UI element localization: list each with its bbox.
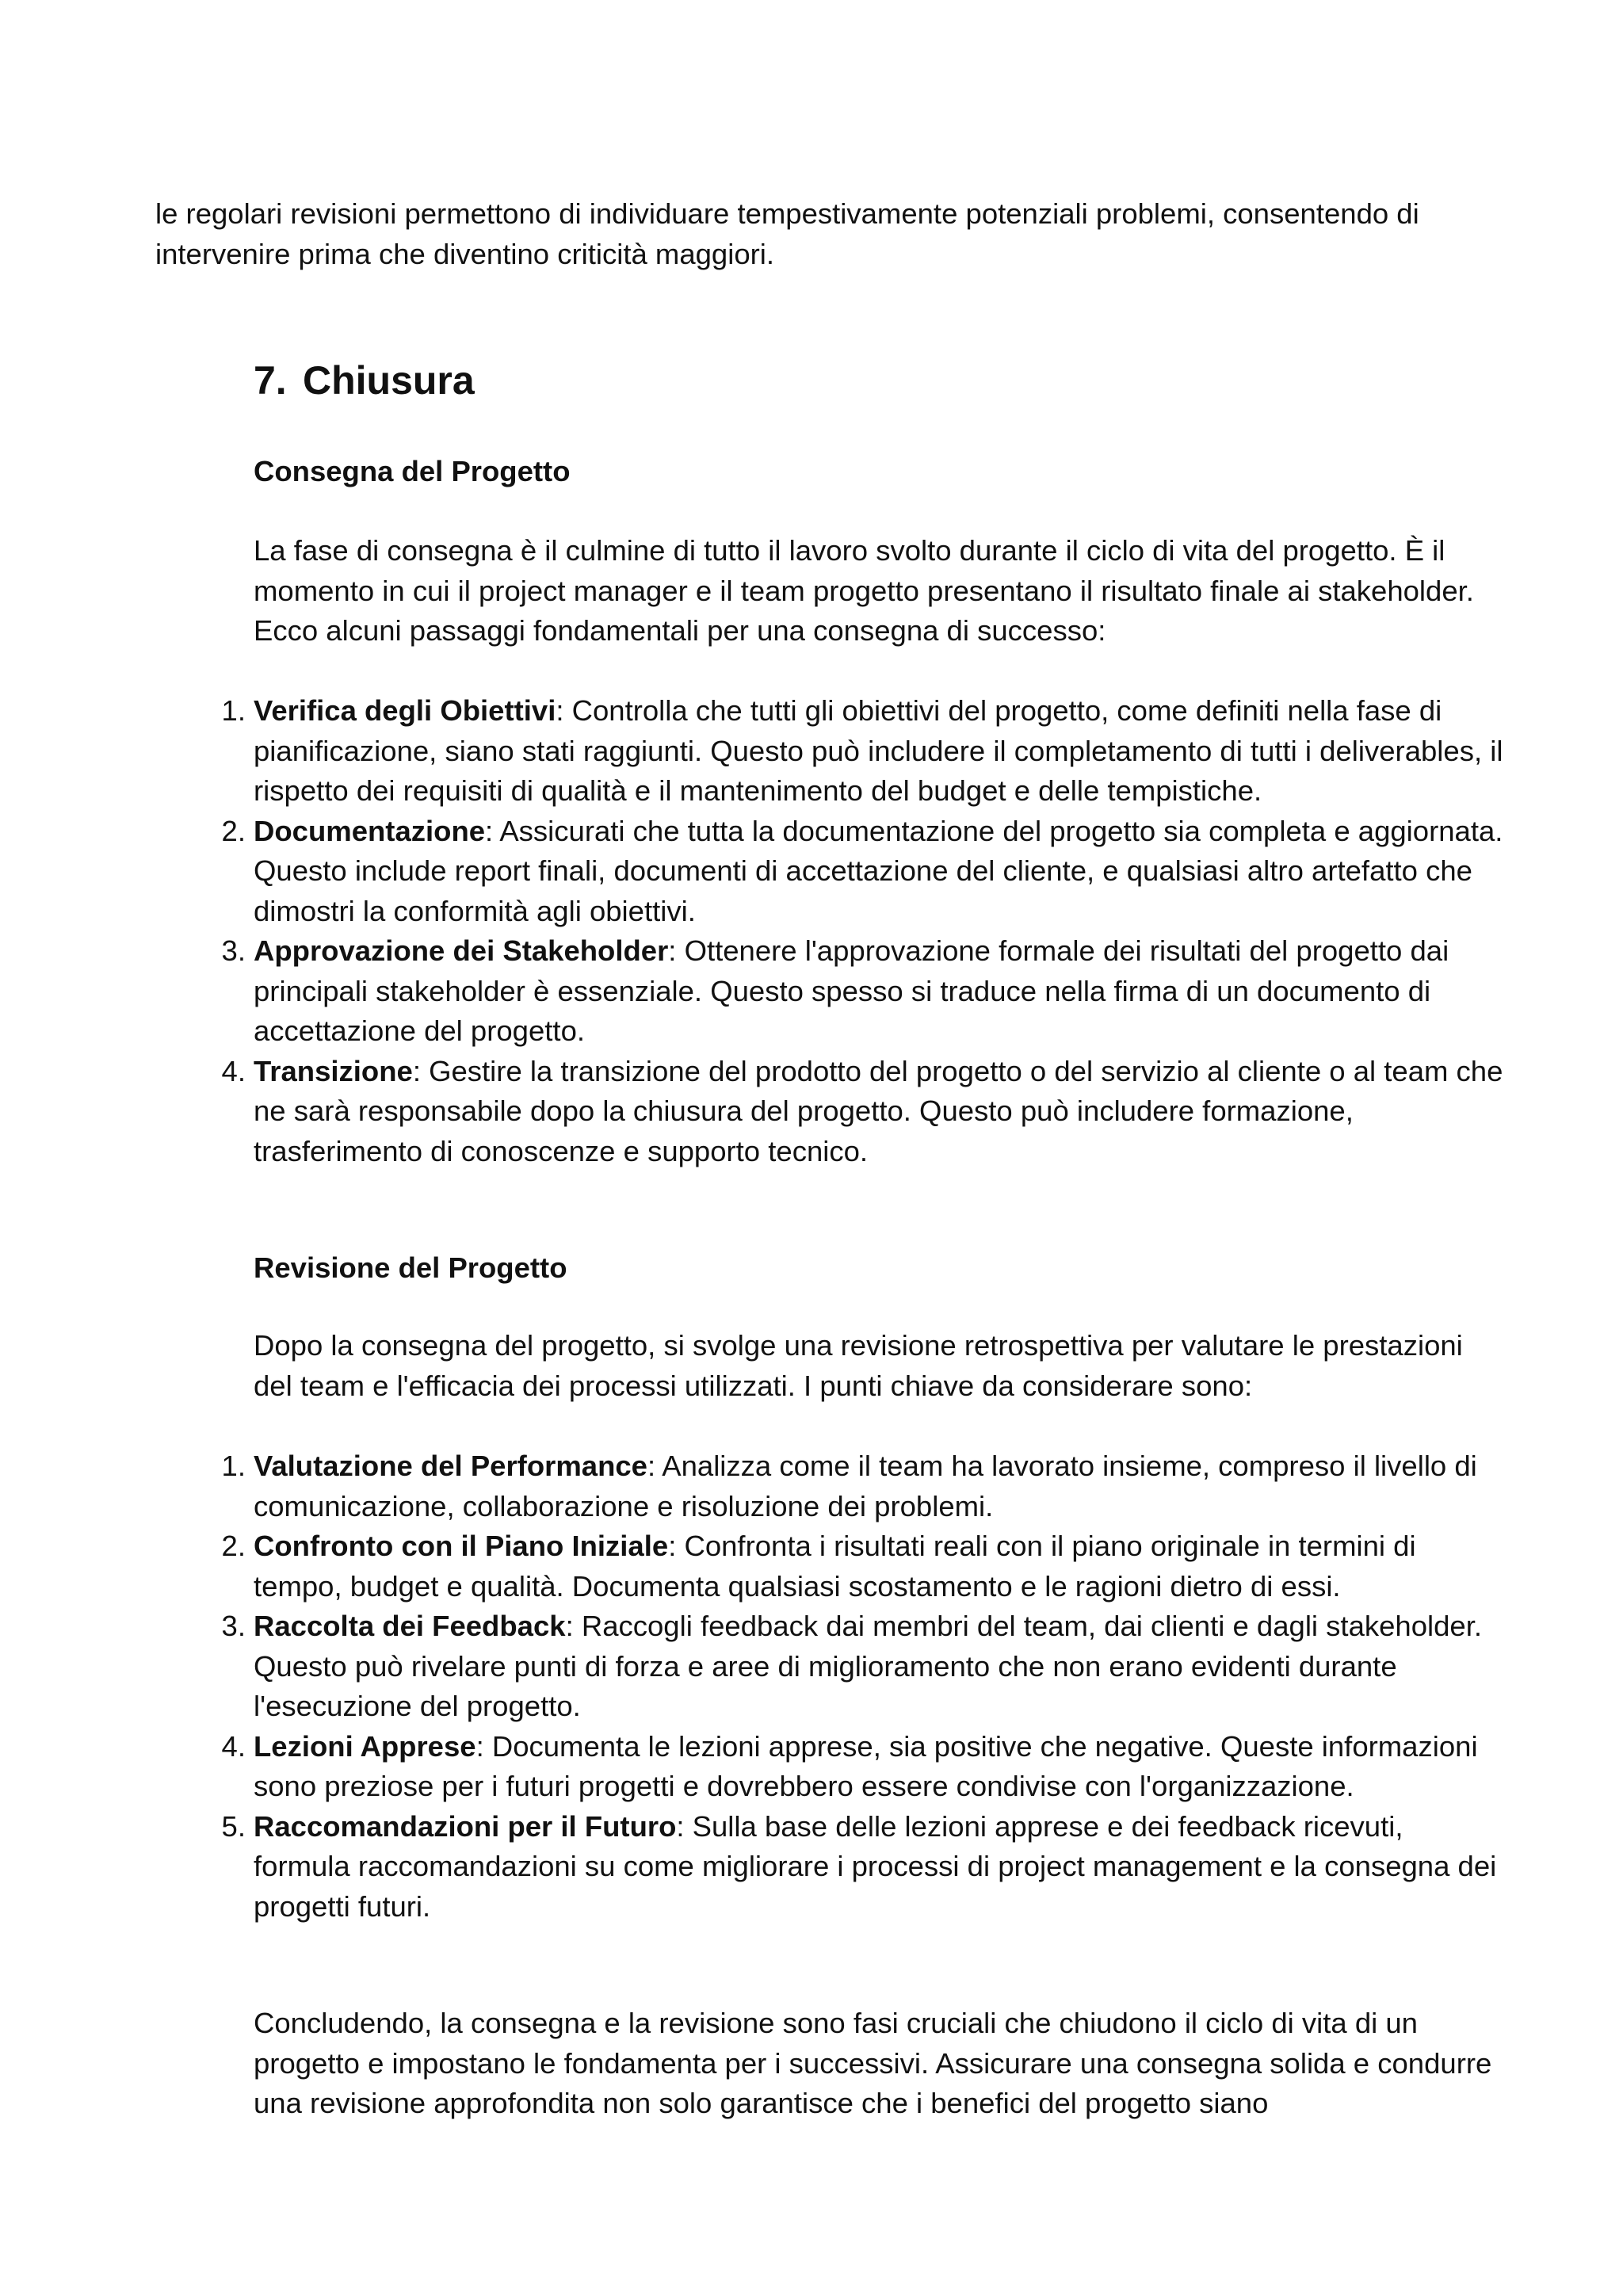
list-marker: 4. xyxy=(221,1054,246,1087)
list-item xyxy=(221,1807,1506,1927)
list-item xyxy=(221,1052,1506,1172)
list-text: : Documenta le lezioni apprese, sia positive che negative. Queste informazioni sono preziose per i futuri progetti e dovrebbero essere condivise con l'organizzazione. xyxy=(254,1729,1478,1802)
list-term: Confronto con il Piano Iniziale xyxy=(254,1530,669,1562)
intro-paragraph: le regolari revisioni permettono di individuare tempestivamente potenziali problemi, consentendo di intervenire prima che diventino criticità maggiori. xyxy=(155,197,1419,270)
list-term: Documentazione xyxy=(254,814,486,847)
section-heading xyxy=(254,355,475,406)
list-item xyxy=(221,812,1506,932)
list-marker: 1. xyxy=(221,694,246,727)
list-marker: 2. xyxy=(221,814,246,847)
list-text: : Raccogli feedback dai membri del team, dai clienti e dagli stakeholder. Questo può rivelare punti di forza e aree di miglioramento che non erano evidenti durante l'esecuzione del progetto. xyxy=(254,1610,1483,1722)
list-marker: 4. xyxy=(221,1729,246,1763)
revisione-heading: Revisione del Progetto xyxy=(254,1251,567,1284)
section-number: 7. xyxy=(254,358,287,403)
list-item xyxy=(221,1606,1506,1727)
list-term: Approvazione dei Stakeholder xyxy=(254,934,669,967)
list-marker: 3. xyxy=(221,934,246,967)
list-marker: 1. xyxy=(221,1450,246,1482)
list-item xyxy=(221,1446,1506,1526)
consegna-heading: Consegna del Progetto xyxy=(254,455,571,487)
consegna-list xyxy=(221,691,1506,1171)
list-text: : Sulla base delle lezioni apprese e dei feedback ricevuti, formula raccomandazioni su come migliorare i processi di project management e la consegna dei progetti futuri. xyxy=(254,1809,1497,1923)
list-text: : Assicurati che tutta la documentazione del progetto sia completa e aggiornata. Questo include report finali, documenti di accettazione del cliente, e qualsiasi altro artefatto che dimostri la conformità agli obiettivi. xyxy=(254,814,1503,927)
list-term: Valutazione del Performance xyxy=(254,1450,647,1482)
list-item xyxy=(221,691,1506,812)
list-marker: 5. xyxy=(221,1809,246,1843)
list-text: : Controlla che tutti gli obiettivi del progetto, come definiti nella fase di pianificazione, siano stati raggiunti. Questo può includere il completamento di tutti i deliverables, il rispetto dei requisiti di qualità e il mantenimento del budget e delle tempistiche. xyxy=(254,694,1503,807)
list-term: Raccomandazioni per il Futuro xyxy=(254,1809,677,1843)
list-marker: 2. xyxy=(221,1530,246,1562)
list-text: : Confronta i risultati reali con il piano originale in termini di tempo, budget e qualità. Documenta qualsiasi scostamento e le ragioni dietro di essi. xyxy=(254,1530,1416,1603)
section-title: Chiusura xyxy=(303,358,475,403)
revisione-list xyxy=(221,1446,1506,1927)
list-item xyxy=(221,1526,1506,1606)
conclusion-paragraph: Concludendo, la consegna e la revisione sono fasi cruciali che chiudono il ciclo di vita di un progetto e impostano le fondamenta per i successivi. Assicurare una consegna solida e condurre una revisione approfondita non solo garantisce che i benefici del progetto siano xyxy=(254,2007,1492,2119)
consegna-intro: La fase di consegna è il culmine di tutto il lavoro svolto durante il ciclo di vita del progetto. È il momento in cui il project manager e il team progetto presentano il risultato finale ai stakeholder. Ecco alcuni passaggi fondamentali per una consegna di successo: xyxy=(254,534,1474,647)
list-text: : Ottenere l'approvazione formale dei risultati del progetto dai principali stakeholder è essenziale. Questo spesso si traduce nella firma di un documento di accettazione del progetto. xyxy=(254,934,1449,1047)
list-text: : Analizza come il team ha lavorato insieme, compreso il livello di comunicazione, collaborazione e risoluzione dei problemi. xyxy=(254,1450,1477,1522)
list-term: Verifica degli Obiettivi xyxy=(254,694,556,727)
list-item xyxy=(221,1727,1506,1807)
list-term: Raccolta dei Feedback xyxy=(254,1610,566,1642)
list-term: Lezioni Apprese xyxy=(254,1729,476,1763)
list-marker: 3. xyxy=(221,1610,246,1642)
revisione-intro: Dopo la consegna del progetto, si svolge una revisione retrospettiva per valutare le prestazioni del team e l'efficacia dei processi utilizzati. I punti chiave da considerare sono: xyxy=(254,1329,1463,1402)
list-term: Transizione xyxy=(254,1054,413,1087)
list-text: : Gestire la transizione del prodotto del progetto o del servizio al cliente o al team che ne sarà responsabile dopo la chiusura del progetto. Questo può includere formazione, trasferimento di conoscenze e supporto tecnico. xyxy=(254,1054,1503,1167)
list-item xyxy=(221,931,1506,1052)
